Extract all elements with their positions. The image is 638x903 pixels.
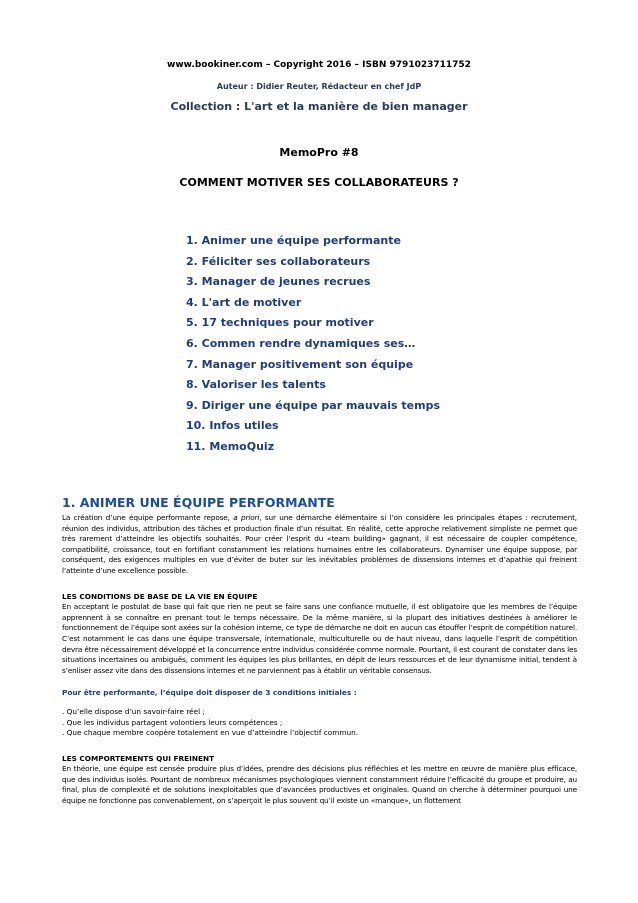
toc-link-2[interactable]: 2. Féliciter ses collaborateurs <box>186 254 371 268</box>
conditions-lead: Pour être performante, l’équipe doit disposer de 3 conditions initiales : <box>62 688 357 698</box>
subsection-title-behaviours: LES COMPORTEMENTS QUI FREINENT <box>62 753 215 763</box>
behaviours-paragraph: En théorie, une équipe est censée produire plus d’idées, prendre des décisions plus réfléchies et les mettre en œuvre de manière plus efficace, que des individus isolés. Pourtant de nombreux mécanismes psychologiques viennent constamment réduire l’efficacité du groupe et produire, au final, plus de complexité et de solutions inexploitables que d’avancées productives et originales. Quand on cherche à déterminer pourquoi une équipe ne fonctionne pas convenablement, on s’aperçoit le plus souvent qu’il existe un «manque», un flottement <box>62 764 577 806</box>
toc-link-11[interactable]: 11. MemoQuiz <box>186 439 275 453</box>
toc-link-4[interactable]: 4. L'art de motiver <box>186 295 302 309</box>
toc-link-1[interactable]: 1. Animer une équipe performante <box>186 234 401 247</box>
table-of-contents <box>186 231 440 458</box>
conditions-paragraph: En acceptant le postulat de base qui fait que rien ne peut se faire sans une confiance mutuelle, il est obligatoire que les membres de l’équipe apprennent à se connaître en prenant tout le temps nécessaire. De la même manière, si la plupart des initiatives destinées à améliorer le fonctionnement de l’équipe sont axées sur la cohésion interne, ce type de démarche ne doit en aucun cas étouffer l’esprit de compétition naturel. C’est notamment le cas dans une équipe transversale, internationale, multiculturelle ou de haut niveau, dans laquelle l’esprit de compétition devra être nécessairement développé et la concurrence entre individus considérée comme normale. Pourtant, il est courant de constater dans les situations incertaines ou ambiguës, comment les équipes les plus brillantes, en dépit de leurs ressources et de leur dynamisme initial, tendent à s’enliser assez vite dans des dissensions internes et ne parviennent pas à établir un véritable consensus. <box>62 602 577 675</box>
section-1 <box>62 495 577 807</box>
toc-link-10[interactable]: 10. Infos utiles <box>186 419 279 433</box>
intro-text-b: , sur une démarche élémentaire si l’on considère les principales étapes : recrutement, réunion des individus, attribution des tâches et production finale d’un résultat. En réalité, cette approche relativement simpliste ne permet que très rarement d’atteindre les objectifs souhaités. Pour créer l’esprit du «team building» gagnant, il est nécessaire de coupler compétence, compatibilité, croissance, tout en fortifiant constamment les relations humaines entre les collaborateurs. Dynamiser une équipe suppose, par conséquent, des exigences multiples en vue d’éviter de buter sur les inévitables problèmes de dissensions internes et d’apathie qui freinent l’atteinte d’une excellence possible. <box>62 513 577 575</box>
toc-item[interactable] <box>186 375 440 396</box>
toc-link-7[interactable]: 7. Manager positivement son équipe <box>186 357 414 371</box>
toc-item[interactable] <box>186 416 440 437</box>
toc-item[interactable] <box>186 293 440 314</box>
intro-paragraph <box>62 513 577 577</box>
toc-item[interactable] <box>186 272 440 293</box>
bullet-item: . Que chaque membre coopère totalement en vue d’atteindre l’objectif commun. <box>62 728 359 738</box>
intro-italic: a priori <box>233 513 260 522</box>
memo-title: COMMENT MOTIVER SES COLLABORATEURS ? <box>179 176 459 189</box>
bullet-item: . Qu’elle dispose d’un savoir-faire réel ; <box>62 706 205 716</box>
toc-item[interactable] <box>186 437 440 458</box>
toc-link-8[interactable]: 8. Valoriser les talents <box>186 378 326 392</box>
author-line: Auteur : Didier Reuter, Rédacteur en chef JdP <box>216 82 422 91</box>
toc-link-6[interactable]: 6. Commen rendre dynamiques ses… <box>186 336 416 350</box>
toc-link-5[interactable]: 5. 17 techniques pour motiver <box>186 316 374 330</box>
toc-link-3[interactable]: 3. Manager de jeunes recrues <box>186 275 371 289</box>
bullet-item: . Que les individus partagent volontiers leurs compétences ; <box>62 717 283 727</box>
section-heading: 1. ANIMER UNE ÉQUIPE PERFORMANTE <box>62 495 335 510</box>
toc-item[interactable] <box>186 252 440 273</box>
toc-item[interactable] <box>186 231 440 252</box>
toc-link-9[interactable]: 9. Diriger une équipe par mauvais temps <box>186 398 441 412</box>
toc-item[interactable] <box>186 313 440 334</box>
subsection-title-conditions: LES CONDITIONS DE BASE DE LA VIE EN ÉQUIPE <box>62 591 258 601</box>
collection-line: Collection : L'art et la manière de bien manager <box>170 100 468 113</box>
toc-item[interactable] <box>186 355 440 376</box>
toc-item[interactable] <box>186 334 440 355</box>
copyright-line: www.bookiner.com – Copyright 2016 – ISBN 9791023711752 <box>167 60 471 70</box>
toc-item[interactable] <box>186 396 440 417</box>
memo-label: MemoPro #8 <box>279 146 359 159</box>
intro-text-a: La création d’une équipe performante repose, <box>62 513 234 522</box>
